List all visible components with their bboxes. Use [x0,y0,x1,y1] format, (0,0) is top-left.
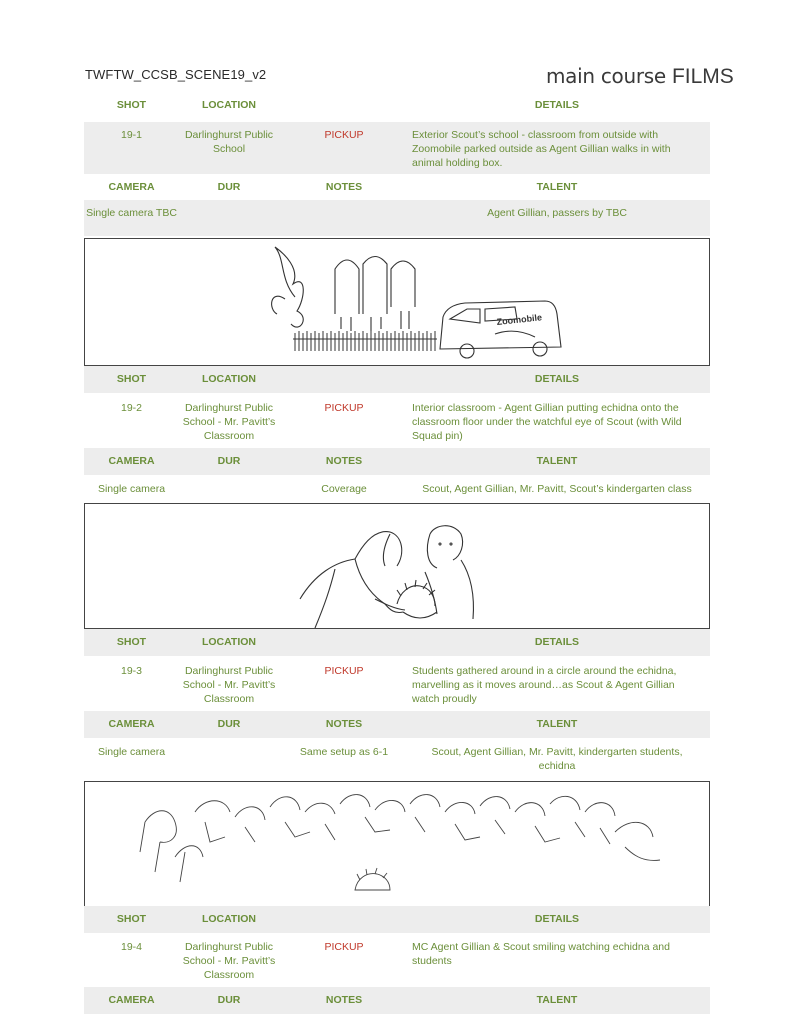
notes-header: NOTES [325,181,363,193]
shot-location: Darlinghurst Public School - Mr. Pavitt’s Classroom [182,665,276,705]
shot-details: MC Agent Gillian & Scout smiling watching echidna and students [412,941,670,967]
camera-row [84,200,710,236]
location-header: LOCATION [201,913,257,925]
shot-location: Darlinghurst Public School - Mr. Pavitt’s Classroom [182,941,276,981]
camera-header: CAMERA [108,455,155,467]
location-header: LOCATION [201,636,257,648]
storyboard-frame-19-2 [84,503,710,629]
talent-header: TALENT [536,718,578,730]
camera-row [84,476,710,502]
shot-number: 19-4 [120,941,142,953]
shot-header-row [84,629,710,656]
notes-value: Same setup as 6-1 [299,746,389,758]
camera-value: Single camera [97,483,166,495]
camera-header-row [84,448,710,475]
shot-header-row [84,98,710,116]
talent-header: TALENT [536,181,578,193]
shot-header: SHOT [116,636,147,648]
shot-row [84,934,710,986]
shot-number: 19-2 [120,402,142,414]
talent-header: TALENT [536,455,578,467]
dur-header: DUR [217,994,241,1006]
status-badge: PICKUP [324,941,364,953]
shot-number: 19-1 [120,129,142,141]
shot-details: Exterior Scout’s school - classroom from outside with Zoomobile parked outside as Agent Gillian walks in with animal holding box. [412,129,671,169]
sketch-students-circle [85,782,709,907]
camera-header: CAMERA [108,994,155,1006]
company-logo [546,64,734,89]
status-badge: PICKUP [324,665,364,677]
camera-row [84,739,710,779]
details-header: DETAILS [534,373,580,385]
camera-header-row [84,987,710,1014]
camera-header-row [84,711,710,738]
notes-value: Coverage [321,483,367,495]
shot-header-row [84,366,710,393]
status-badge: PICKUP [324,129,364,141]
shot-header: SHOT [116,373,147,385]
van-label: Zoomobile [496,312,543,327]
camera-value: Single camera TBC [86,207,177,219]
notes-header: NOTES [325,455,363,467]
shot-header: SHOT [116,99,147,111]
logo-films-text: FILMS [671,65,734,88]
dur-header: DUR [217,455,241,467]
storyboard-frame-19-1 [84,238,710,366]
logo-main-text: main course [546,64,666,88]
talent-value: Agent Gillian, passers by TBC [487,207,627,219]
dur-header: DUR [217,718,241,730]
shot-location: Darlinghurst Public School - Mr. Pavitt’s Classroom [182,402,276,442]
status-badge: PICKUP [324,402,364,414]
notes-header: NOTES [325,994,363,1006]
details-header: DETAILS [534,99,580,111]
camera-header: CAMERA [108,718,155,730]
shot-details: Students gathered around in a circle around the echidna, marvelling as it moves around…as Scout & Agent Gillian watch proudly [412,665,677,705]
details-header: DETAILS [534,636,580,648]
shot-header: SHOT [116,913,147,925]
storyboard-frame-19-3 [84,781,710,908]
document-title: TWFTW_CCSB_SCENE19_v2 [85,67,267,82]
shot-row [84,658,710,710]
details-header: DETAILS [534,913,580,925]
shot-number: 19-3 [120,665,142,677]
talent-value: Scout, Agent Gillian, Mr. Pavitt, Scout’s kindergarten class [422,483,692,495]
camera-value: Single camera [97,746,166,758]
sketch-school-zoomobile [85,239,709,365]
shot-row [84,395,710,447]
notes-header: NOTES [325,718,363,730]
shot-details: Interior classroom - Agent Gillian putting echidna onto the classroom floor under the watchful eye of Scout (with Wild Squad pin) [412,402,682,442]
location-header: LOCATION [201,99,257,111]
sketch-echidna-handoff [85,504,709,628]
talent-header: TALENT [536,994,578,1006]
shot-header-row [84,906,710,933]
shot-location: Darlinghurst Public School [184,129,274,155]
shot-row [84,122,710,174]
camera-header-row [84,180,710,198]
location-header: LOCATION [201,373,257,385]
camera-header: CAMERA [108,181,155,193]
talent-value: Scout, Agent Gillian, Mr. Pavitt, kindergarten students, echidna [431,746,683,772]
dur-header: DUR [217,181,241,193]
